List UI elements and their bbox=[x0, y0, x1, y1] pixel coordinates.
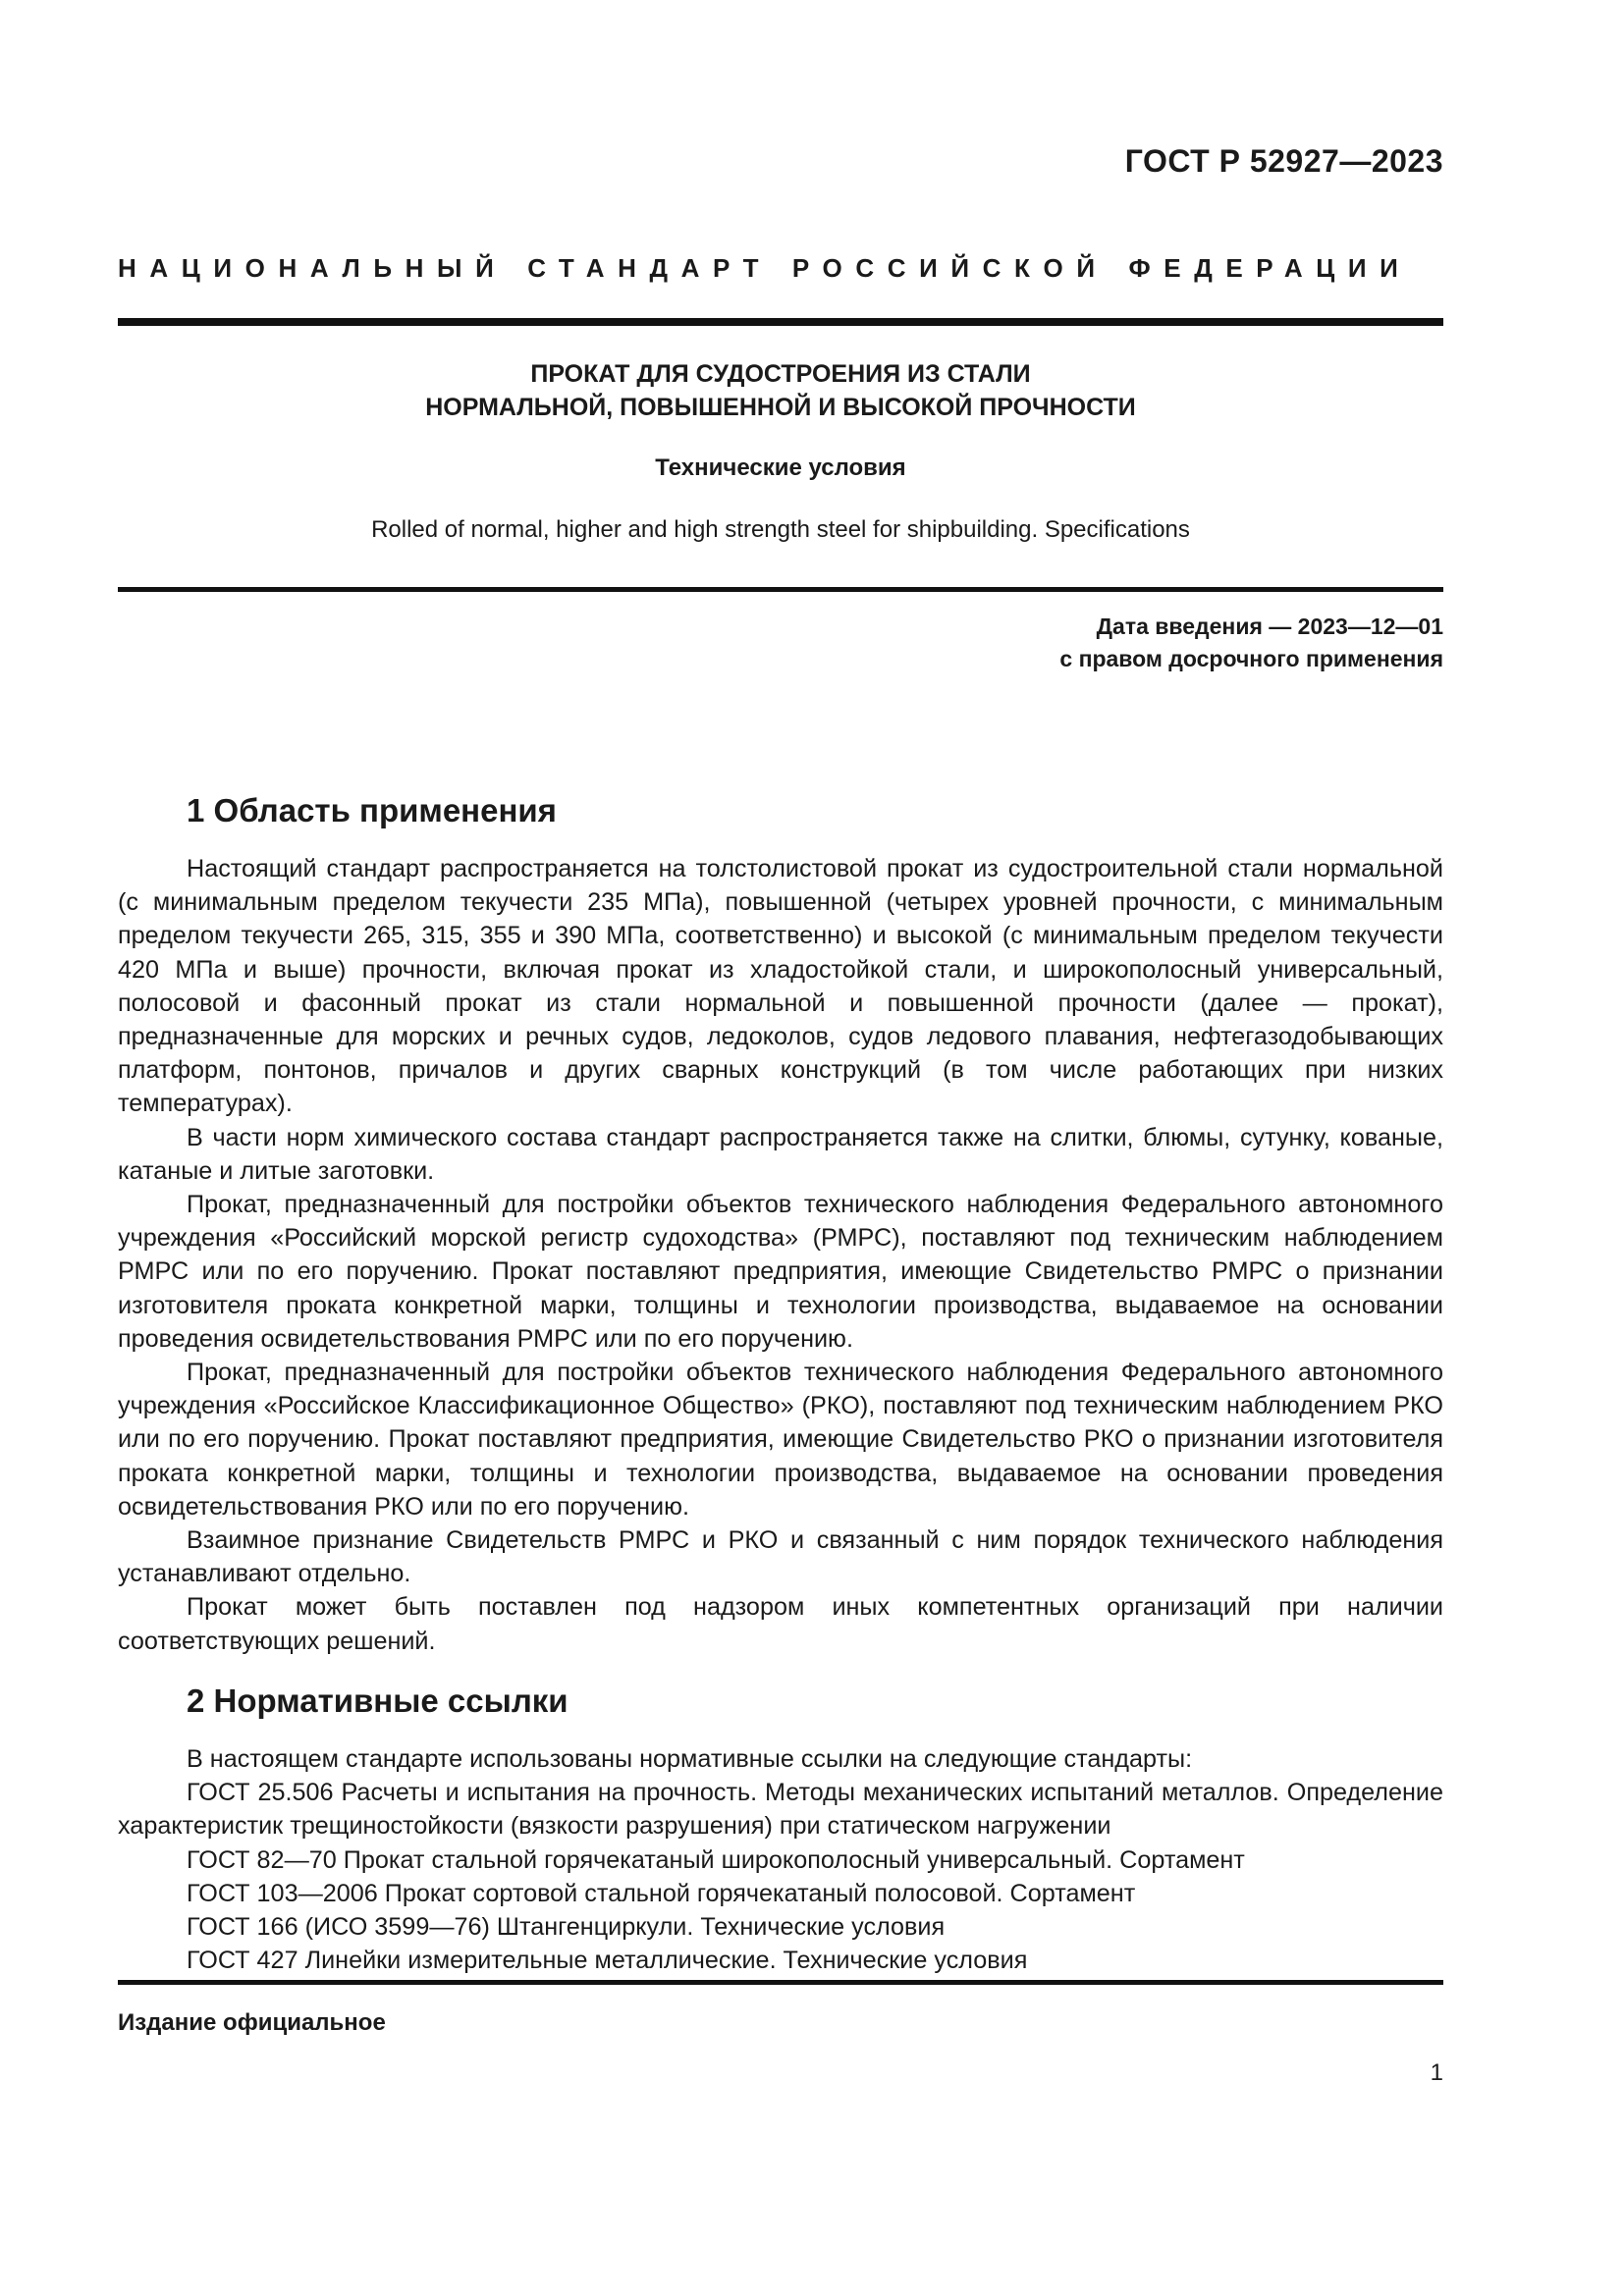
page-number: 1 bbox=[1430, 2059, 1443, 2086]
reference-item: ГОСТ 25.506 Расчеты и испытания на прочность. Методы механических испытаний металлов. Определение характеристик трещиностойкости (вязкости разрушения) при статическом нагружении bbox=[118, 1779, 1443, 1841]
reference-item: ГОСТ 166 (ИСО 3599—76) Штангенциркули. Технические условия bbox=[187, 1913, 946, 1942]
title-line-1: ПРОКАТ ДЛЯ СУДОСТРОЕНИЯ ИЗ СТАЛИ bbox=[530, 360, 1031, 388]
reference-item: ГОСТ 103—2006 Прокат сортовой стальной горячекатаный полосовой. Сортамент bbox=[187, 1879, 1136, 1907]
title-rule bbox=[118, 587, 1443, 592]
paragraph: Взаимное признание Свидетельств РМРС и РКО и связанный с ним порядок технического наблюдения устанавливают отдельно. bbox=[118, 1526, 1443, 1588]
early-use-note: с правом досрочного применения bbox=[1059, 646, 1443, 671]
paragraph: Настоящий стандарт распространяется на толстолистовой прокат из судостроительной стали нормальной (с минимальным пределом текучести 235 МПа), повышенной (четырех уровней прочности, с минимальным пределом текучести 265, 315, 355 и 390 МПа, соответственно) и высокой (с минимальным пределом текучести 420 МПа и выше) прочности, включая прокат из хладостойкой стали, и широкополосный универсальный, полосовой и фасонный прокат из стали нормальной и повышенной прочности (далее — прокат), предназначенные для морских и речных судов, ледоколов, судов ледового плавания, нефтегазодобывающих платформ, понтонов, причалов и других сварных конструкций (в том числе работающих при низких температурах). bbox=[118, 855, 1443, 1118]
header-rule bbox=[118, 318, 1443, 326]
section-1-body bbox=[118, 852, 1443, 1658]
section-2-heading: 2 Нормативные ссылки bbox=[187, 1682, 568, 1719]
footer-rule bbox=[118, 1980, 1443, 1985]
title-line-2: НОРМАЛЬНОЙ, ПОВЫШЕННОЙ И ВЫСОКОЙ ПРОЧНОСТИ bbox=[425, 394, 1136, 421]
section-2-body bbox=[118, 1742, 1443, 1977]
paragraph: В настоящем стандарте использованы нормативные ссылки на следующие стандарты: bbox=[187, 1745, 1193, 1773]
document-subtitle: Технические условия bbox=[655, 454, 906, 481]
standard-code: ГОСТ Р 52927—2023 bbox=[1124, 143, 1443, 179]
reference-item: ГОСТ 82—70 Прокат стальной горячекатаный широкополосный универсальный. Сортамент bbox=[187, 1845, 1245, 1874]
paragraph: Прокат, предназначенный для постройки объектов технического наблюдения Федерального автономного учреждения «Российское Классификационное Общество» (РКО), поставляют под техническим наблюдением РКО или по его поручению. Прокат поставляют предприятия, имеющие Свидетельство РКО о признании изготовителя проката конкретной марки, толщины и технологии производства, выдаваемое на основании проведения освидетельствования РКО или по его поручению. bbox=[118, 1359, 1443, 1521]
paragraph: Прокат, предназначенный для постройки объектов технического наблюдения Федерального автономного учреждения «Российский морской регистр судоходства» (РМРС), поставляют под техническим наблюдением РМРС или по его поручению. Прокат поставляют предприятия, имеющие Свидетельство РМРС о признании изготовителя проката конкретной марки, толщины и технологии производства, выдаваемое на основании проведения освидетельствования РМРС или по его поручению. bbox=[118, 1191, 1443, 1353]
document-title bbox=[118, 357, 1443, 424]
paragraph: В части норм химического состава стандарт распространяется также на слитки, блюмы, сутунку, кованые, катаные и литые заготовки. bbox=[118, 1123, 1443, 1185]
section-1-heading: 1 Область применения bbox=[187, 792, 557, 828]
introduction-dates bbox=[1059, 611, 1443, 675]
national-standard-label: НАЦИОНАЛЬНЫЙ СТАНДАРТ РОССИЙСКОЙ ФЕДЕРАЦИИ bbox=[118, 253, 1412, 283]
official-edition-label: Издание официальное bbox=[118, 2009, 386, 2036]
paragraph: Прокат может быть поставлен под надзором иных компетентных организаций при наличии соответствующих решений. bbox=[118, 1593, 1443, 1655]
introduction-date: Дата введения — 2023—12—01 bbox=[1096, 614, 1443, 639]
reference-item: ГОСТ 427 Линейки измерительные металлические. Технические условия bbox=[187, 1947, 1028, 1975]
english-title: Rolled of normal, higher and high strength steel for shipbuilding. Specifications bbox=[371, 516, 1190, 543]
